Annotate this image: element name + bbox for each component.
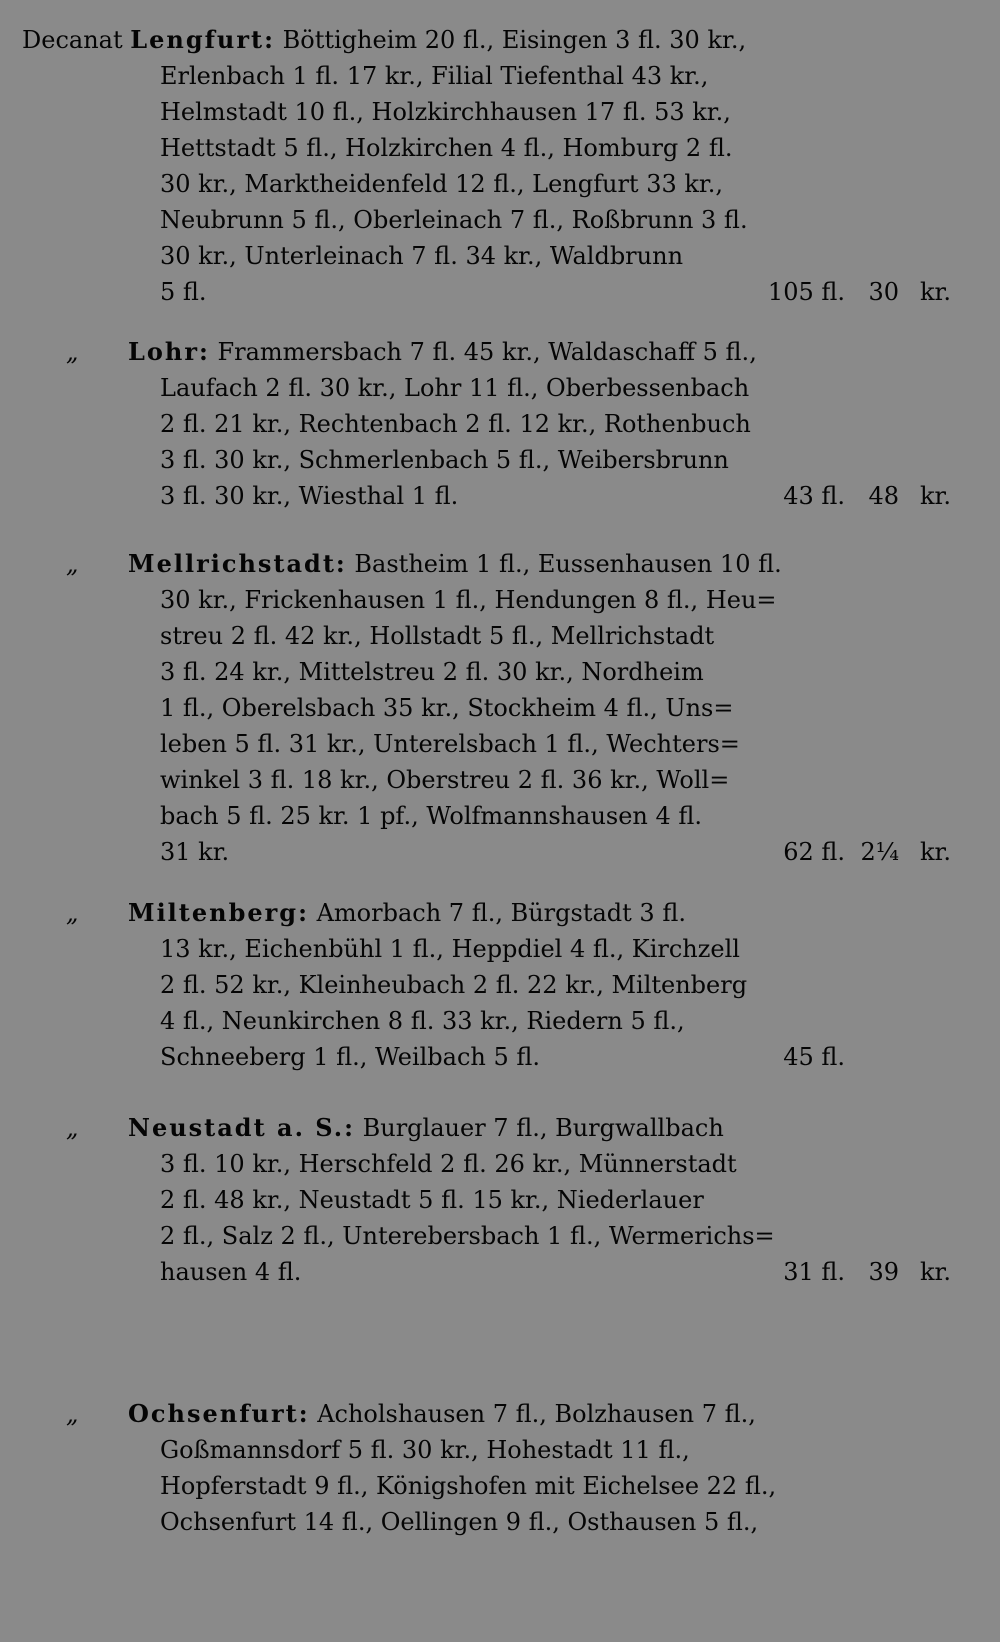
parish-list: Böttigheim 20 fl., Eisingen 3 fl. 30 kr., — [274, 26, 747, 54]
text-line — [128, 1110, 750, 1146]
ditto-mark: „ — [66, 550, 79, 578]
text-line: 3 fl. 24 kr., Mittelstreu 2 fl. 30 kr., Nordheim — [160, 658, 704, 686]
text-line: Neubrunn 5 fl., Oberleinach 7 fl., Roßbrunn 3 fl. — [160, 206, 748, 234]
decanat-name: Neustadt a. S.: — [128, 1113, 355, 1142]
decanat-name: Ochsenfurt: — [128, 1399, 310, 1428]
entry-total — [745, 834, 955, 870]
text-line: winkel 3 fl. 18 kr., Oberstreu 2 fl. 36 kr., Woll= — [160, 766, 730, 794]
text-line — [128, 1396, 756, 1432]
text-line: 13 kr., Eichenbühl 1 fl., Heppdiel 4 fl., Kirchzell — [160, 935, 740, 963]
ditto-mark: „ — [66, 899, 79, 927]
text-line: 2 fl. 48 kr., Neustadt 5 fl. 15 kr., Niederlauer — [160, 1186, 704, 1214]
total-gulden: 31 fl. — [783, 1258, 845, 1286]
text-line: Helmstadt 10 fl., Holzkirchhausen 17 fl. 53 kr., — [160, 98, 731, 126]
text-line — [22, 22, 750, 58]
text-line: 2 fl. 21 kr., Rechtenbach 2 fl. 12 kr., Rothenbuch — [160, 410, 751, 438]
text-line — [128, 334, 757, 370]
total-gulden: 43 fl. — [783, 482, 845, 510]
entry-text — [128, 334, 757, 514]
decanat-name: Lengfurt: — [130, 25, 275, 54]
entry-total — [745, 274, 955, 310]
text-line — [128, 895, 750, 931]
parish-list: Frammersbach 7 fl. 45 kr., Waldaschaff 5 fl., — [209, 338, 757, 366]
entry-text — [22, 22, 750, 310]
text-line: leben 5 fl. 31 kr., Unterelsbach 1 fl., Wechters= — [160, 730, 740, 758]
text-line: Hopferstadt 9 fl., Königshofen mit Eichelsee 22 fl., — [160, 1472, 777, 1500]
total-gulden: 105 fl. — [767, 278, 845, 306]
parish-list: Burglauer 7 fl., Burgwallbach — [354, 1114, 724, 1142]
parish-list: Amorbach 7 fl., Bürgstadt 3 fl. — [308, 899, 686, 927]
total-kreuzer-value: 39 — [868, 1258, 899, 1286]
total-kreuzer-value: 48 — [868, 482, 899, 510]
text-line: Ochsenfurt 14 fl., Oellingen 9 fl., Osthausen 5 fl., — [160, 1508, 759, 1536]
text-line: 30 kr., Unterleinach 7 fl. 34 kr., Waldbrunn — [160, 242, 684, 270]
parish-list: Acholshausen 7 fl., Bolzhausen 7 fl., — [309, 1400, 756, 1428]
text-line: Goßmannsdorf 5 fl. 30 kr., Hohestadt 11 fl., — [160, 1436, 690, 1464]
text-line: 3 fl. 30 kr., Schmerlenbach 5 fl., Weibersbrunn — [160, 446, 729, 474]
entry-text — [128, 1110, 775, 1290]
entry-total — [745, 1039, 955, 1075]
text-line: 3 fl. 30 kr., Wiesthal 1 fl. — [160, 482, 459, 510]
ditto-mark: „ — [66, 1114, 79, 1142]
text-line: 31 kr. — [160, 838, 230, 866]
total-kreuzer-value: 30 — [868, 278, 899, 306]
entry-text — [128, 546, 782, 870]
entry-total — [745, 1254, 955, 1290]
ditto-mark: „ — [66, 338, 79, 366]
total-kreuzer-unit: kr. — [920, 1258, 952, 1286]
text-line: hausen 4 fl. — [160, 1258, 302, 1286]
entry-total — [745, 478, 955, 514]
text-line: 4 fl., Neunkirchen 8 fl. 33 kr., Riedern 5 fl., — [160, 1007, 685, 1035]
total-gulden: 62 fl. — [783, 838, 845, 866]
text-line: 3 fl. 10 kr., Herschfeld 2 fl. 26 kr., Münnerstadt — [160, 1150, 737, 1178]
text-line: 2 fl. 52 kr., Kleinheubach 2 fl. 22 kr., Miltenberg — [160, 971, 748, 999]
text-line: Erlenbach 1 fl. 17 kr., Filial Tiefenthal 43 kr., — [160, 62, 709, 90]
text-line: Hettstadt 5 fl., Holzkirchen 4 fl., Homburg 2 fl. — [160, 134, 733, 162]
text-line: Schneeberg 1 fl., Weilbach 5 fl. — [160, 1043, 541, 1071]
entry-text — [128, 895, 750, 1075]
text-line — [128, 546, 782, 582]
text-line: 1 fl., Oberelsbach 35 kr., Stockheim 4 fl., Uns= — [160, 694, 734, 722]
ditto-mark: „ — [66, 1400, 79, 1428]
text-line: streu 2 fl. 42 kr., Hollstadt 5 fl., Mellrichstadt — [160, 622, 715, 650]
text-line: 30 kr., Frickenhausen 1 fl., Hendungen 8 fl., Heu= — [160, 586, 777, 614]
decanat-name: Miltenberg: — [128, 898, 309, 927]
decanat-name: Lohr: — [128, 337, 210, 366]
entry-text — [128, 1396, 777, 1540]
decanat-name: Mellrichstadt: — [128, 549, 347, 578]
total-kreuzer-unit: kr. — [920, 278, 952, 306]
total-kreuzer-value: 2¼ — [860, 838, 899, 866]
decanat-label: Decanat — [22, 26, 131, 54]
parish-list: Bastheim 1 fl., Eussenhausen 10 fl. — [346, 550, 782, 578]
total-gulden: 45 fl. — [783, 1043, 845, 1071]
text-line: 5 fl. — [160, 278, 207, 306]
text-line: 30 kr., Marktheidenfeld 12 fl., Lengfurt 33 kr., — [160, 170, 724, 198]
total-kreuzer-unit: kr. — [920, 482, 952, 510]
text-line: Laufach 2 fl. 30 kr., Lohr 11 fl., Oberbessenbach — [160, 374, 750, 402]
total-kreuzer-unit: kr. — [920, 838, 952, 866]
text-line: 2 fl., Salz 2 fl., Unterebersbach 1 fl., Wermerichs= — [160, 1222, 775, 1250]
text-line: bach 5 fl. 25 kr. 1 pf., Wolfmannshausen 4 fl. — [160, 802, 703, 830]
